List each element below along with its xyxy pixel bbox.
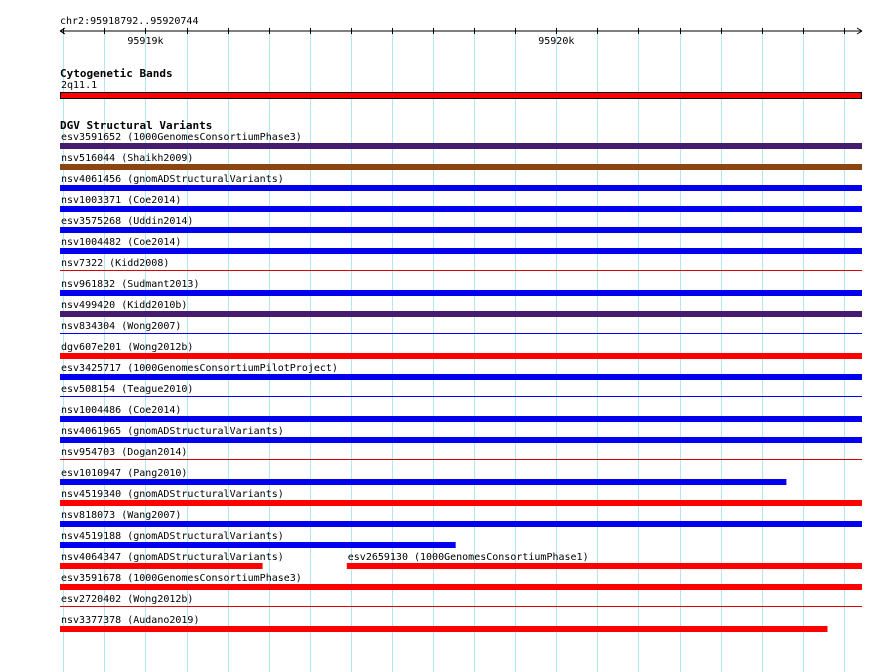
feature-bar[interactable] (60, 396, 862, 397)
feature-label: nsv961832 (Sudmant2013) (61, 279, 200, 290)
feature[interactable] (60, 279, 862, 296)
feature-label: nsv4519188 (gnomADStructuralVariants) (61, 531, 284, 542)
feature-label: nsv818073 (Wang2007) (61, 510, 182, 521)
feature-bar[interactable] (60, 164, 862, 170)
feature-bar[interactable] (60, 584, 862, 590)
feature-bar[interactable] (60, 626, 827, 632)
feature-label: nsv834304 (Wong2007) (61, 321, 182, 332)
feature-bar[interactable] (60, 290, 862, 296)
feature-bar[interactable] (60, 563, 263, 569)
track-dgv-structural-variants[interactable] (60, 119, 862, 632)
feature[interactable] (60, 447, 862, 460)
feature[interactable] (60, 195, 862, 212)
feature-bar[interactable] (60, 606, 862, 607)
feature-bar[interactable] (60, 374, 862, 380)
feature[interactable] (60, 489, 862, 506)
feature-label: nsv3377378 (Audano2019) (61, 615, 200, 626)
feature-label: nsv4061965 (gnomADStructuralVariants) (61, 426, 284, 437)
feature-bar[interactable] (60, 416, 862, 422)
feature-bar[interactable] (60, 459, 862, 460)
feature-bar[interactable] (60, 333, 862, 334)
feature-label: esv508154 (Teague2010) (61, 384, 194, 395)
feature[interactable] (60, 153, 862, 170)
feature-bar[interactable] (60, 353, 862, 359)
feature[interactable] (60, 300, 862, 317)
feature-label: nsv1003371 (Coe2014) (61, 195, 182, 206)
feature[interactable] (60, 237, 862, 254)
feature-label: nsv4064347 (gnomADStructuralVariants) (61, 552, 284, 563)
feature-label: esv3575268 (Uddin2014) (61, 216, 194, 227)
feature-label: esv3591652 (1000GenomesConsortiumPhase3) (61, 132, 302, 143)
feature[interactable] (60, 615, 827, 632)
feature-bar[interactable] (60, 227, 862, 233)
feature-label: nsv4519340 (gnomADStructuralVariants) (61, 489, 284, 500)
feature[interactable] (60, 426, 862, 443)
feature-label: esv3591678 (1000GenomesConsortiumPhase3) (61, 573, 302, 584)
feature-label: nsv1004482 (Coe2014) (61, 237, 182, 248)
feature-bar[interactable] (60, 185, 862, 191)
tracks-area (60, 67, 862, 632)
feature-bar[interactable] (60, 437, 862, 443)
feature-label: nsv954703 (Dogan2014) (61, 447, 188, 458)
ruler-tick-label: 95920k (538, 36, 575, 47)
feature-label: esv2659130 (1000GenomesConsortiumPhase1) (347, 552, 589, 563)
feature[interactable] (60, 405, 862, 422)
feature[interactable] (61, 80, 862, 99)
track-title: Cytogenetic Bands (60, 67, 173, 80)
feature-bar[interactable] (347, 563, 862, 569)
feature-label: esv1010947 (Pang2010) (61, 468, 188, 479)
feature[interactable] (347, 552, 862, 569)
feature-label: dgv607e201 (Wong2012b) (61, 342, 194, 353)
feature-label: nsv4061456 (gnomADStructuralVariants) (61, 174, 284, 185)
feature-label: nsv7322 (Kidd2008) (61, 258, 170, 269)
ruler-tick-label: 95919k (127, 36, 164, 47)
feature-label: nsv1004486 (Coe2014) (61, 405, 182, 416)
feature[interactable] (60, 216, 862, 233)
feature[interactable] (60, 510, 862, 527)
feature-bar[interactable] (60, 206, 862, 212)
feature[interactable] (60, 174, 862, 191)
feature-bar[interactable] (60, 143, 862, 149)
feature-label: nsv516044 (Shaikh2009) (61, 153, 194, 164)
feature[interactable] (60, 321, 862, 334)
feature[interactable] (60, 468, 786, 485)
feature[interactable] (60, 531, 456, 548)
feature-bar[interactable] (60, 248, 862, 254)
feature[interactable] (60, 363, 862, 380)
feature-bar[interactable] (60, 500, 862, 506)
feature-label: nsv499420 (Kidd2010b) (61, 300, 188, 311)
track-title: DGV Structural Variants (60, 119, 213, 132)
track-cytogenetic-bands[interactable] (60, 67, 862, 99)
feature[interactable] (60, 132, 862, 149)
feature[interactable] (60, 342, 862, 359)
feature-label: esv2720402 (Wong2012b) (61, 594, 194, 605)
feature[interactable] (60, 573, 862, 590)
feature-bar[interactable] (60, 521, 862, 527)
feature-bar[interactable] (60, 270, 862, 271)
feature-bar[interactable] (61, 93, 862, 99)
position-ruler[interactable] (60, 16, 862, 47)
coordinate-range: chr2:95918792..95920744 (60, 16, 199, 27)
feature-label: 2q11.1 (61, 80, 98, 91)
feature[interactable] (60, 258, 862, 271)
feature-bar[interactable] (60, 311, 862, 317)
feature[interactable] (60, 594, 862, 607)
feature-label: esv3425717 (1000GenomesConsortiumPilotProject) (61, 363, 338, 374)
feature-bar[interactable] (60, 542, 456, 548)
feature[interactable] (60, 552, 284, 569)
feature-bar[interactable] (60, 479, 786, 485)
feature[interactable] (60, 384, 862, 397)
